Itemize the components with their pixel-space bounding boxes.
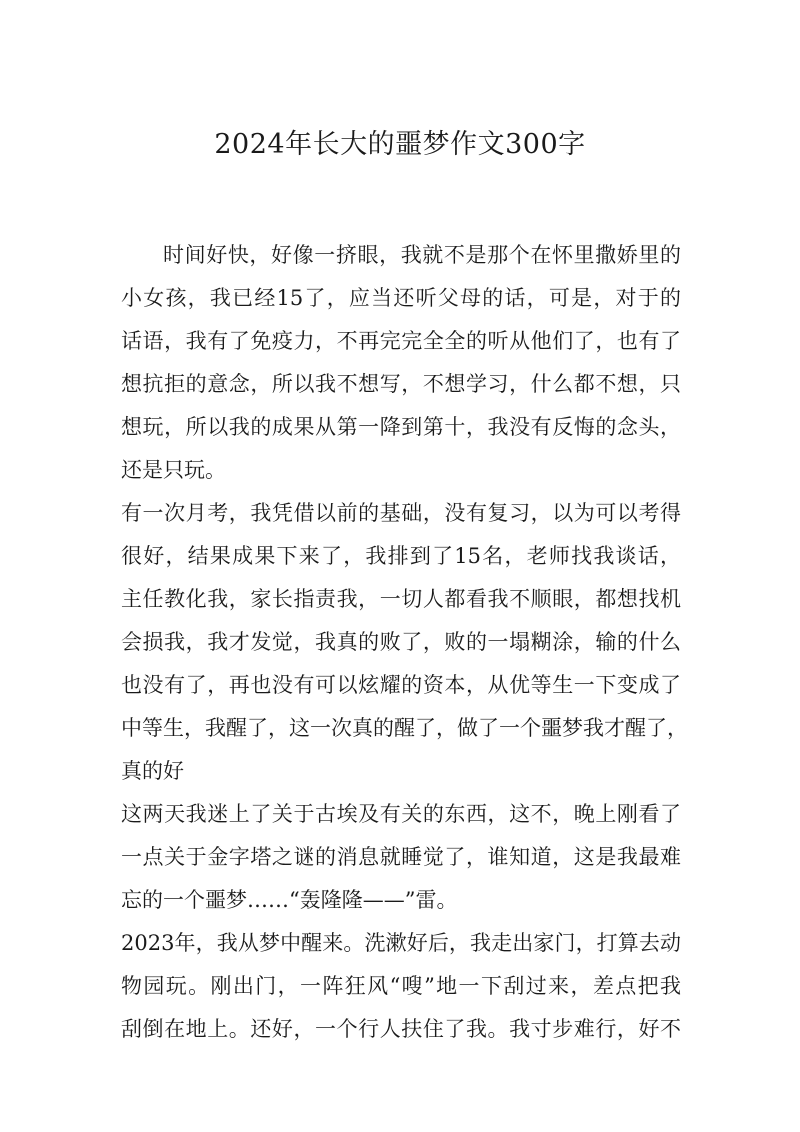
paragraph-line: 真的好 xyxy=(121,759,184,783)
paragraph-line: 很好，结果成果下来了，我排到了15名，老师找我谈话， xyxy=(121,544,681,568)
paragraph-line: 刮倒在地上。还好，一个行人扶住了我。我寸步难行，好不 xyxy=(121,1017,681,1041)
paragraph-line: 一点关于金字塔之谜的消息就睡觉了，谁知道，这是我最难 xyxy=(121,845,681,869)
paragraph-line: 也没有了，再也没有可以炫耀的资本，从优等生一下变成了 xyxy=(121,673,681,697)
paragraph-line: 会损我，我才发觉，我真的败了，败的一塌糊涂，输的什么 xyxy=(121,630,681,654)
paragraph-line: 还是只玩。 xyxy=(121,458,226,482)
paragraph-line: 有一次月考，我凭借以前的基础，没有复习，以为可以考得 xyxy=(121,501,681,525)
paragraph-line: 这两天我迷上了关于古埃及有关的东西，这不，晚上刚看了 xyxy=(121,802,681,826)
paragraph-line: 中等生，我醒了，这一次真的醒了，做了一个噩梦我才醒了， xyxy=(121,716,688,740)
paragraph-line: 想玩，所以我的成果从第一降到第十，我没有反悔的念头， xyxy=(121,415,681,439)
paragraph-line: 2023年，我从梦中醒来。洗漱好后，我走出家门，打算去动 xyxy=(121,931,681,955)
paragraph-line: 忘的一个噩梦……“轰隆隆——”雷。 xyxy=(121,888,458,912)
paragraph-line: 物园玩。刚出门，一阵狂风“嗖”地一下刮过来，差点把我 xyxy=(121,974,681,998)
paragraph-line: 时间好快，好像一挤眼，我就不是那个在怀里撒娇里的 xyxy=(163,243,681,267)
paragraph-line: 主任教化我，家长指责我，一切人都看我不顺眼，都想找机 xyxy=(121,587,681,611)
paragraph-line: 话语，我有了免疫力，不再完完全全的听从他们了，也有了 xyxy=(121,329,681,353)
paragraph-line: 小女孩，我已经15了，应当还听父母的话，可是，对于的 xyxy=(121,286,681,310)
paragraph-line: 想抗拒的意念，所以我不想写，不想学习，什么都不想，只 xyxy=(121,372,681,396)
document-title: 2024年长大的噩梦作文300字 xyxy=(214,129,586,160)
